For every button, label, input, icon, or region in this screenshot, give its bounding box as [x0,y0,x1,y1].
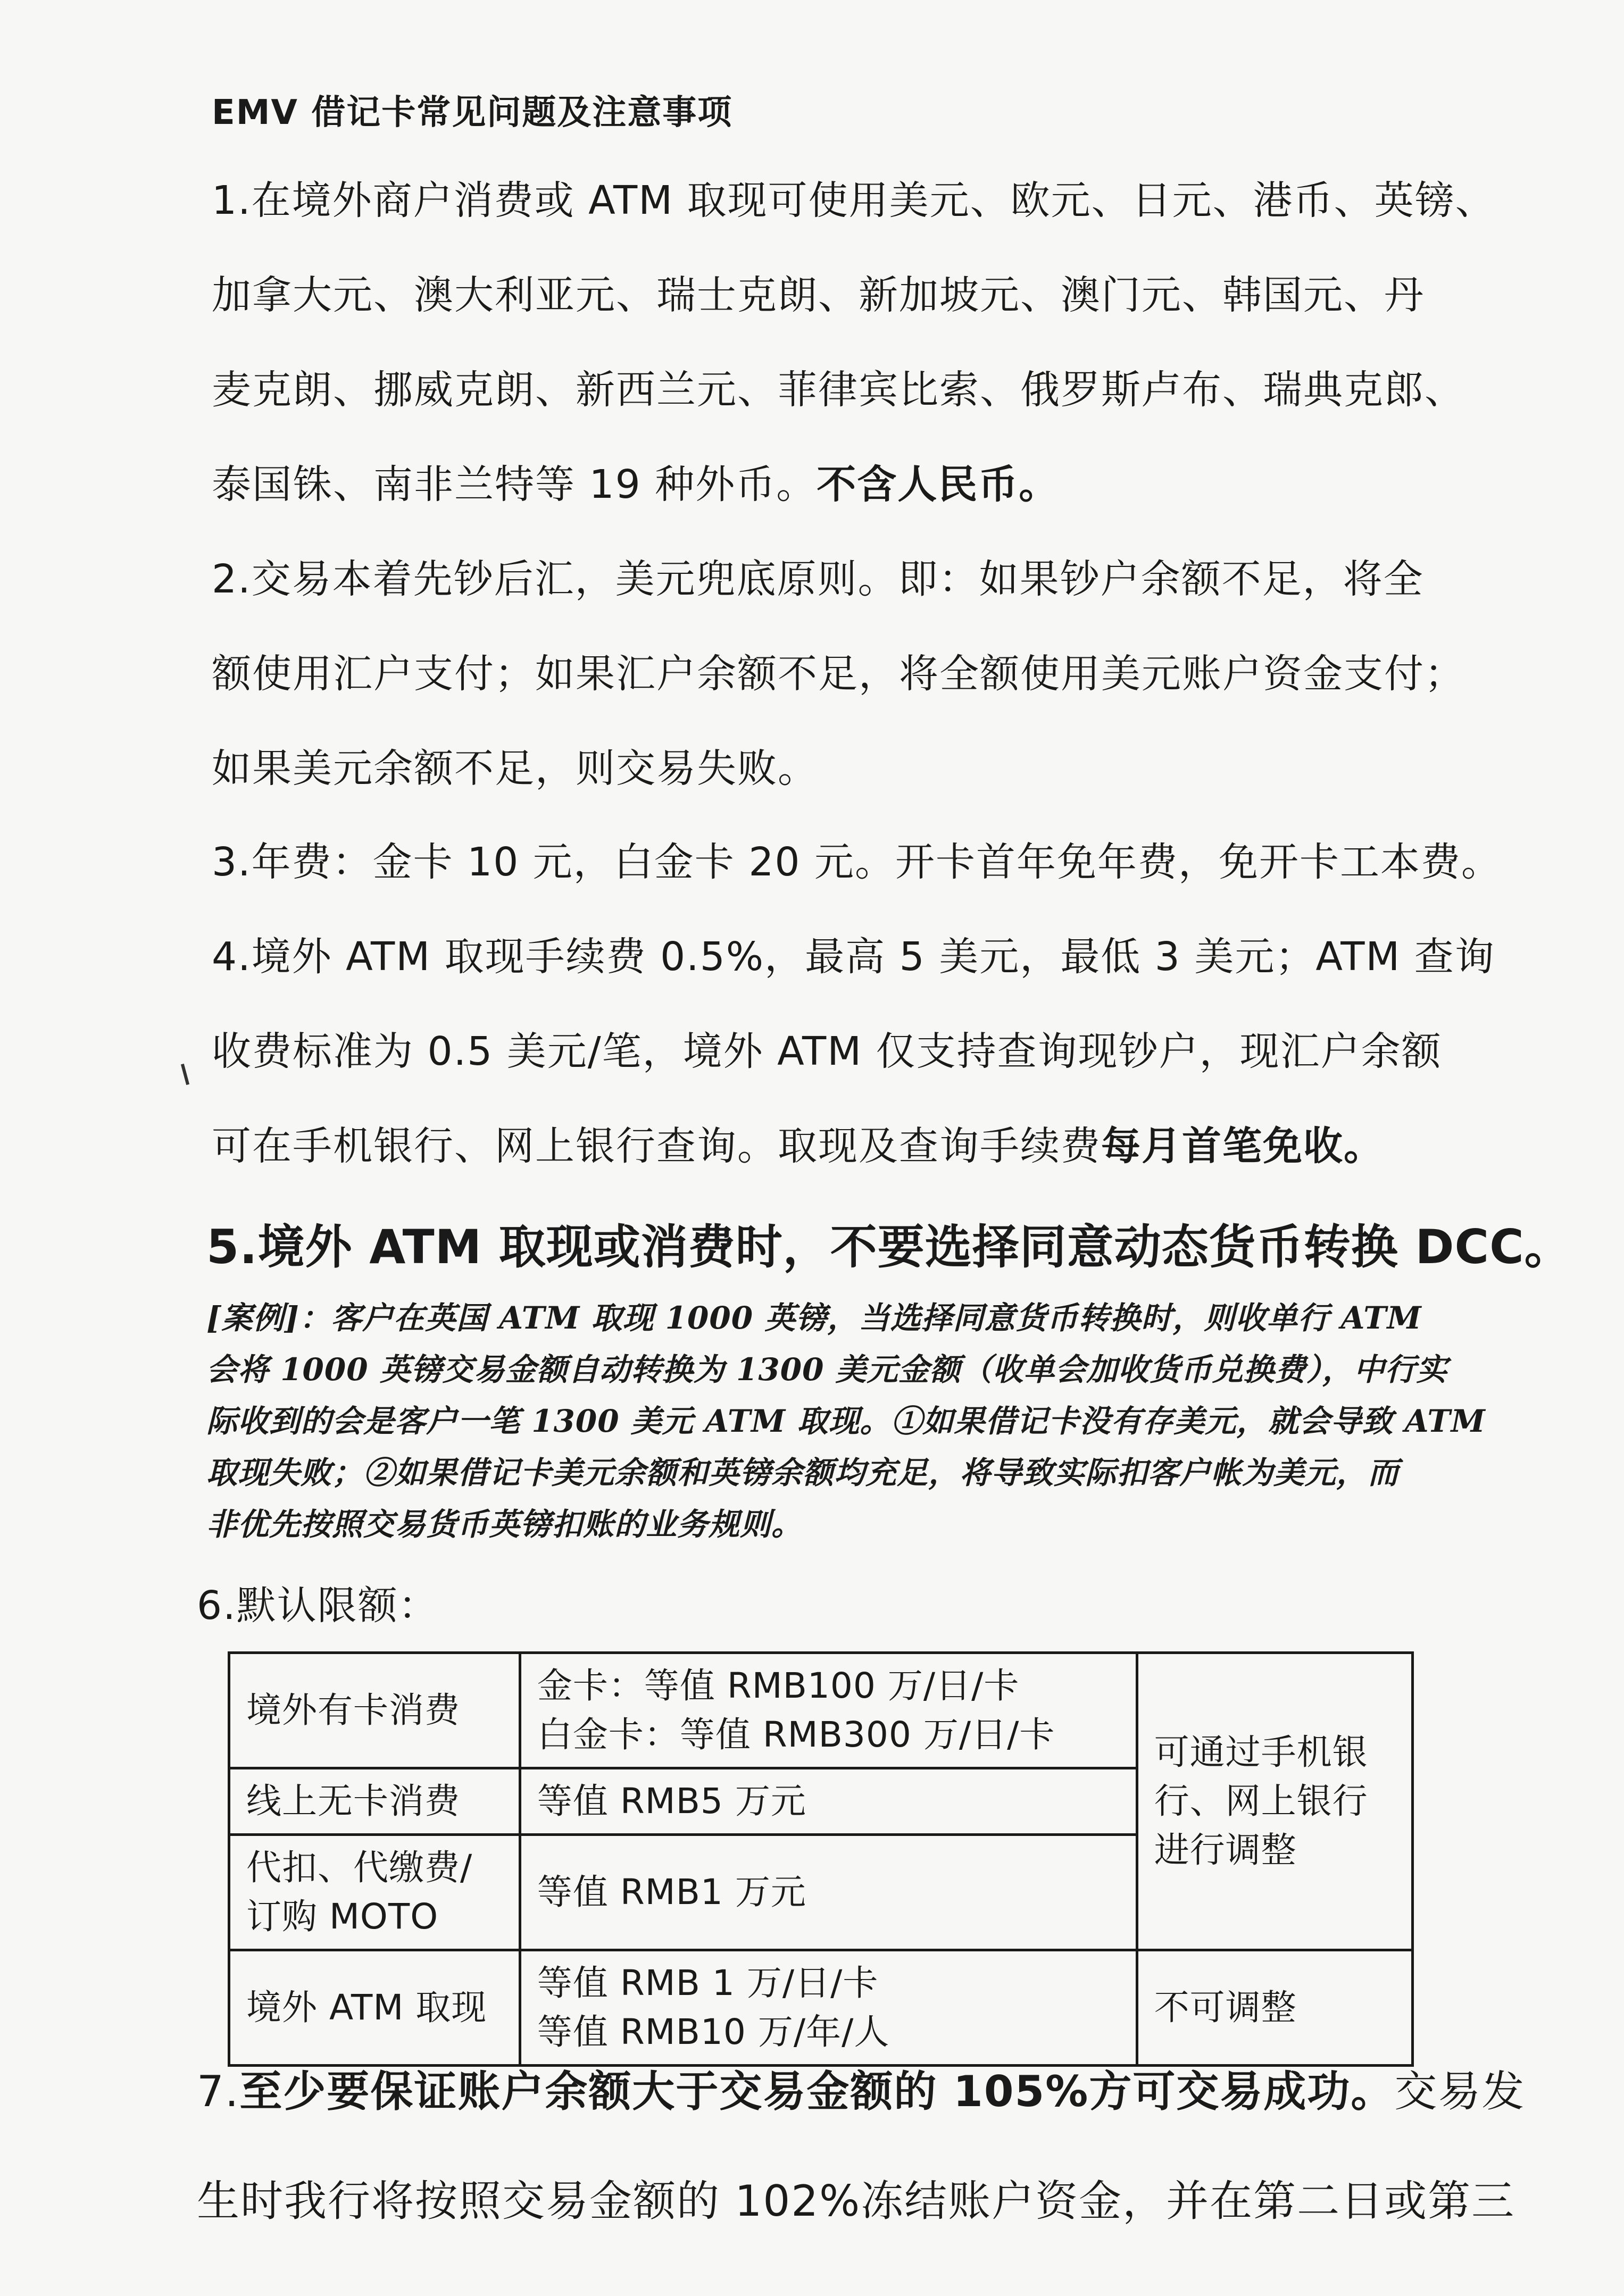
limit-type-cell: 线上无卡消费 [229,1768,520,1835]
table-row [229,1653,1413,1768]
limit-value-cell [520,1835,1137,1950]
section-7-line [197,2037,1526,2147]
case-line: 取现失败；②如果借记卡美元余额和英镑余额均充足，将导致实际扣客户帐为美元，而 [206,1455,1400,1491]
case-line: 会将 1000 英镑交易金额自动转换为 1300 美元金额（收单会加收货币兑换费），中行实 [206,1351,1448,1388]
section-4-text: 可在手机银行、网上银行查询。取现及查询手续费 [212,1123,1101,1169]
limit-type-cell: 代扣、代缴费/订购 MOTO [229,1835,520,1950]
limit-value-line: 金卡：等值 RMB100 万/日/卡 [537,1665,1020,1706]
adjust-note-cell: 可通过手机银行、网上银行进行调整 [1137,1653,1412,1950]
limit-value-line: 等值 RMB 1 万/日/卡 [537,1963,879,2003]
section-1-emphasis: 不含人民币。 [817,462,1060,507]
limit-value-line: 等值 RMB10 万/年/人 [537,2011,890,2052]
adjust-note-cell: 不可调整 [1137,1950,1412,2066]
section-1-line: 麦克朗、挪威克朗、新西兰元、菲律宾比索、俄罗斯卢布、瑞典克郎、 [212,367,1465,413]
limit-type-cell: 境外有卡消费 [229,1653,520,1768]
section-4-atm-fees [212,909,1495,1193]
section-6-heading: 6.默认限额： [197,1583,439,1629]
section-4-emphasis: 每月首笔免收。 [1101,1123,1384,1169]
section-2-line: 如果美元余额不足，则交易失败。 [212,746,818,791]
section-4-line: 收费标准为 0.5 美元/笔，境外 ATM 仅支持查询现钞户，现汇户余额 [212,1029,1442,1074]
default-limits-table [228,1651,1414,2067]
section-7-emphasis: 至少要保证账户余额大于交易金额的 105%方可交易成功。 [239,2067,1395,2116]
section-1-currencies [212,153,1496,532]
case-line: [案例]：客户在英国 ATM 取现 1000 英镑，当选择同意货币转换时，则收单行 ATM [206,1300,1422,1336]
section-1-line: 加拿大元、澳大利亚元、瑞士克朗、新加坡元、澳门元、韩国元、丹 [212,272,1425,318]
limit-value-cell [520,1653,1137,1768]
section-2-line: 额使用汇户支付；如果汇户余额不足，将全额使用美元账户资金支付； [212,651,1465,697]
section-3-line: 3.年费：金卡 10 元，白金卡 20 元。开卡首年免年费，免开卡工本费。 [212,839,1502,885]
limit-value-line: 等值 RMB5 万元 [537,1781,806,1822]
section-7-suffix: 交易发 [1394,2067,1526,2116]
section-2-payment-order [212,532,1465,816]
section-2-line: 2.交易本着先钞后汇，美元兜底原则。即：如果钞户余额不足，将全 [212,556,1424,602]
section-1-line: 1.在境外商户消费或 ATM 取现可使用美元、欧元、日元、港币、英镑、 [212,178,1496,223]
limit-value-line: 白金卡：等值 RMB300 万/日/卡 [537,1714,1055,1755]
document-title: EMV 借记卡常见问题及注意事项 [212,93,733,132]
section-7-line: 生时我行将按照交易金额的 102%冻结账户资金，并在第二日或第三 [197,2176,1515,2226]
section-4-line: 4.境外 ATM 取现手续费 0.5%，最高 5 美元，最低 3 美元；ATM 查询 [212,934,1495,980]
section-5-case-example [206,1292,1486,1550]
section-1-line-last [212,437,1435,532]
section-7-prefix: 7. [197,2067,240,2116]
section-4-line-last [212,1099,1435,1193]
case-line: 际收到的会是客户一笔 1300 美元 ATM 取现。①如果借记卡没有存美元，就会导致 ATM [206,1403,1486,1439]
scan-mark [181,1064,189,1085]
limit-value-cell [520,1768,1137,1835]
section-1-text: 泰国铢、南非兰特等 19 种外币。 [212,462,817,507]
section-3-annual-fee [212,815,1502,909]
section-7-balance-requirement [197,2037,1526,2256]
limit-type-cell: 境外 ATM 取现 [229,1950,520,2066]
section-5-heading: 5.境外 ATM 取现或消费时，不要选择同意动态货币转换 DCC。 [206,1220,1572,1274]
limit-value-line: 等值 RMB1 万元 [537,1872,806,1913]
case-line: 非优先按照交易货币英镑扣账的业务规则。 [206,1506,803,1542]
